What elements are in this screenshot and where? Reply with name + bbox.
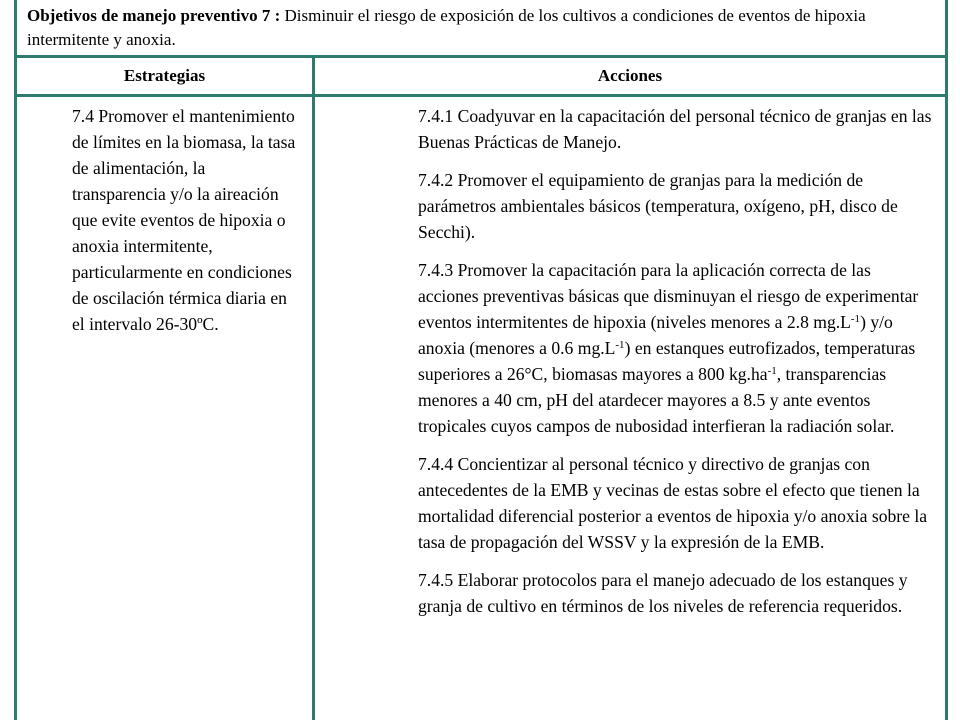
- superscript: -1: [850, 313, 861, 325]
- action-7-4-3-part1: 7.4.3 Promover la capacitación para la aplicación correcta de las acciones preventivas básicas que disminuyan el riesgo de experimentar eventos intermitentes de hipoxia (niveles menores a 2.8 mg.L: [418, 260, 919, 332]
- action-7-4-1: 7.4.1 Coadyuvar en la capacitación del personal técnico de granjas en las Buenas Prácticas de Manejo.: [418, 106, 932, 152]
- objective-text: Disminuir el riesgo de exposición de los cultivos a condiciones de eventos de hipoxia intermitente y anoxia.: [27, 6, 866, 49]
- strategies-header: Estrategias: [14, 55, 315, 97]
- strategy-cell: [14, 94, 315, 720]
- action-7-4-3: [418, 257, 935, 439]
- superscript: -1: [767, 365, 777, 377]
- actions-cell: [312, 94, 948, 720]
- objective-cell: [14, 0, 948, 58]
- action-7-4-5: 7.4.5 Elaborar protocolos para el manejo adecuado de los estanques y granja de cultivo en términos de los niveles de referencia requeridos.: [418, 570, 908, 616]
- strategy-text: 7.4 Promover el mantenimiento de límites en la biomasa, la tasa de alimentación, la transparencia y/o la aireación que evite eventos de hipoxia o anoxia intermitente, particularmente en condiciones de oscilación térmica diaria en el intervalo 26-30ºC.: [72, 106, 296, 334]
- objective-label: Objetivos de manejo preventivo 7 :: [27, 6, 281, 25]
- superscript: -1: [615, 339, 625, 351]
- action-7-4-4: 7.4.4 Concientizar al personal técnico y directivo de granjas con antecedentes de la EMB y vecinas de estas sobre el efecto que tienen la mortalidad diferencial posterior a eventos de hipoxia y/o anoxia sobre la tasa de propagación del WSSV y la expresión de la EMB.: [418, 454, 928, 552]
- action-7-4-3-part3: ) en estanques eutrofizados, temperaturas superiores a 26°C, biomasas mayores a 800 kg.ha: [418, 338, 916, 384]
- actions-header: Acciones: [312, 55, 948, 97]
- action-7-4-2: 7.4.2 Promover el equipamiento de granjas para la medición de parámetros ambientales básicos (temperatura, oxígeno, pH, disco de Secchi).: [418, 170, 898, 242]
- action-7-4-3-part2: ) y/o anoxia (menores a 0.6 mg.L: [418, 312, 893, 358]
- action-7-4-3-part4: , transparencias menores a 40 cm, pH del atardecer mayores a 8.5 y ante eventos tropicales cuyos campos de nubosidad interfieran la radiación solar.: [418, 364, 895, 436]
